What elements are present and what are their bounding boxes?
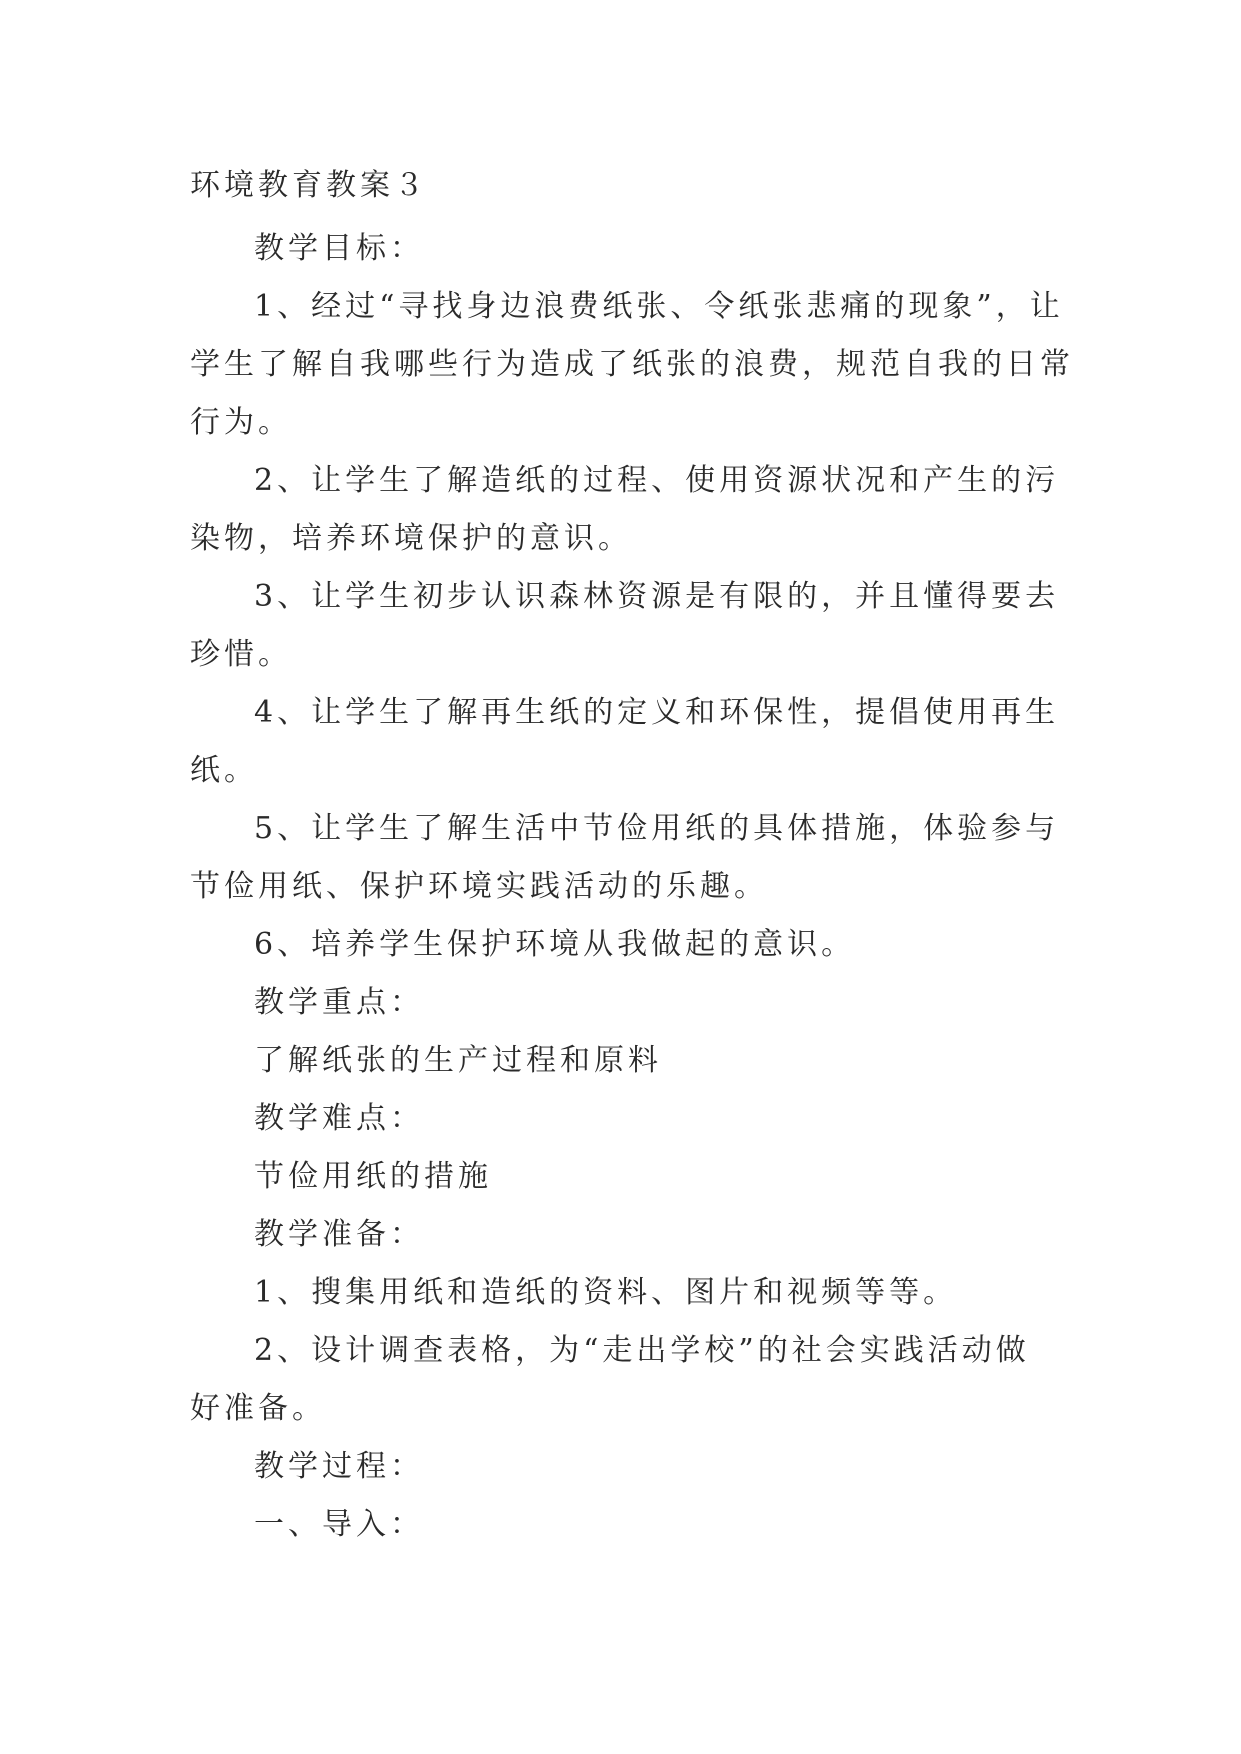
key-points-text: 了解纸张的生产过程和原料 (254, 1043, 662, 1078)
goal-5-line-2: 节俭用纸、保护环境实践活动的乐趣。 (190, 869, 768, 904)
heading-process: 教学过程： (254, 1449, 424, 1484)
goal-4-line-2: 纸。 (190, 753, 258, 788)
goal-4-line-1: 4、让学生了解再生纸的定义和环保性，提倡使用再生 (254, 695, 1060, 730)
document-title: 环境教育教案３ (190, 168, 428, 203)
goal-1-line-1: 1、经过“寻找身边浪费纸张、令纸张悲痛的现象”，让 (254, 289, 1064, 324)
document-body (190, 162, 1074, 1554)
preparation-2-line-2: 好准备。 (190, 1391, 326, 1426)
goal-6: 6、培养学生保护环境从我做起的意识。 (254, 927, 856, 962)
goal-2-line-1: 2、让学生了解造纸的过程、使用资源状况和产生的污 (254, 463, 1060, 498)
heading-difficulties: 教学难点： (254, 1101, 424, 1136)
goal-5-line-1: 5、让学生了解生活中节俭用纸的具体措施，体验参与 (254, 811, 1060, 846)
goal-2-line-2: 染物，培养环境保护的意识。 (190, 521, 632, 556)
heading-key-points: 教学重点： (254, 985, 424, 1020)
preparation-1: 1、搜集用纸和造纸的资料、图片和视频等等。 (254, 1275, 958, 1310)
heading-preparation: 教学准备： (254, 1217, 424, 1252)
goal-3-line-1: 3、让学生初步认识森林资源是有限的，并且懂得要去 (254, 579, 1060, 614)
goal-1-line-3: 行为。 (190, 405, 292, 440)
heading-teaching-goals: 教学目标： (254, 231, 424, 266)
difficulties-text: 节俭用纸的措施 (254, 1159, 492, 1194)
section-introduction: 一、导入： (254, 1507, 424, 1542)
goal-3-line-2: 珍惜。 (190, 637, 292, 672)
preparation-2-line-1: 2、设计调查表格，为“走出学校”的社会实践活动做 (254, 1333, 1030, 1368)
goal-1-line-2: 学生了解自我哪些行为造成了纸张的浪费，规范自我的日常 (190, 347, 1074, 382)
